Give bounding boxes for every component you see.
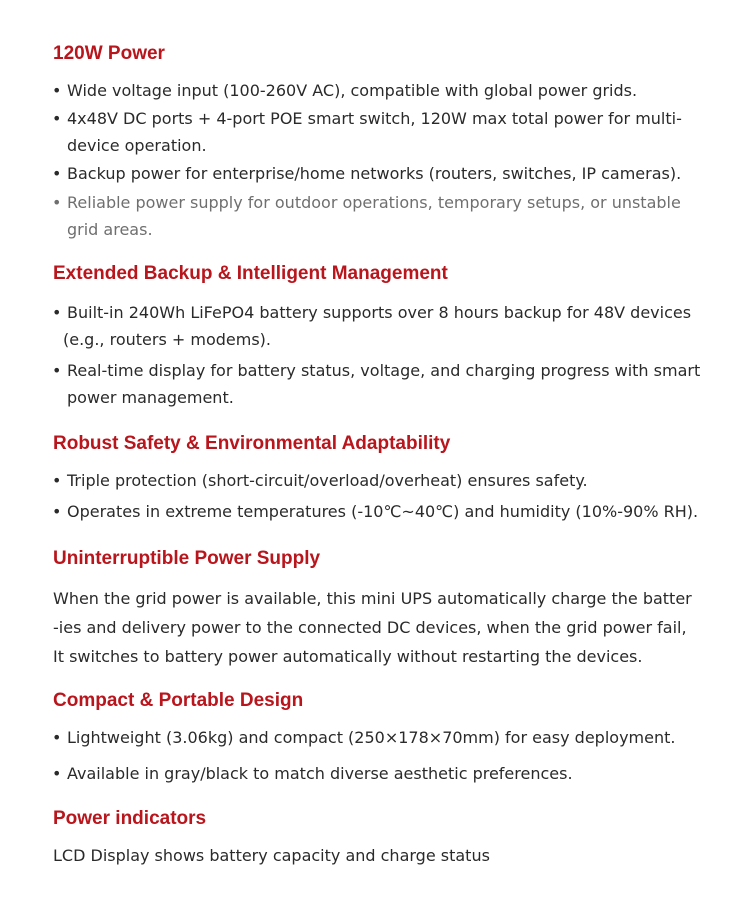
paragraph-line: It switches to battery power automatically without restarting the devices. bbox=[53, 647, 643, 666]
bullet-text: Triple protection (short-circuit/overload/overheat) ensures safety. bbox=[67, 471, 588, 490]
paragraph-line: When the grid power is available, this mini UPS automatically charge the batter bbox=[53, 589, 692, 608]
ups-description bbox=[53, 584, 723, 671]
bullet-dot: • bbox=[52, 502, 62, 521]
paragraph-line: LCD Display shows battery capacity and charge status bbox=[53, 846, 490, 865]
bullet-dot: • bbox=[52, 193, 62, 212]
bullet-text: 4x48V DC ports + 4-port POE smart switch, 120W max total power for multi- bbox=[67, 109, 682, 128]
section-heading-ups: Uninterruptible Power Supply bbox=[53, 548, 321, 569]
bullet-item bbox=[52, 160, 712, 187]
bullet-dot: • bbox=[52, 109, 62, 128]
bullet-text-continued: power management. bbox=[67, 388, 234, 407]
bullet-dot: • bbox=[52, 303, 62, 322]
section-heading-power: 120W Power bbox=[53, 43, 165, 64]
bullet-text: Backup power for enterprise/home networks (routers, switches, IP cameras). bbox=[67, 164, 682, 183]
bullet-text: Reliable power supply for outdoor operations, temporary setups, or unstable bbox=[67, 193, 681, 212]
bullet-item bbox=[52, 105, 712, 159]
bullet-text: Lightweight (3.06kg) and compact (250×178×70mm) for easy deployment. bbox=[67, 728, 676, 747]
bullet-text: Real-time display for battery status, voltage, and charging progress with smart bbox=[67, 361, 701, 380]
bullet-text: Wide voltage input (100-260V AC), compatible with global power grids. bbox=[67, 81, 638, 100]
bullet-dot: • bbox=[52, 728, 62, 747]
bullet-item bbox=[52, 299, 712, 353]
bullet-dot: • bbox=[52, 81, 62, 100]
bullet-item bbox=[52, 467, 712, 494]
section-heading-indicators: Power indicators bbox=[53, 808, 207, 829]
section-heading-backup: Extended Backup & Intelligent Management bbox=[53, 263, 448, 284]
bullet-item bbox=[52, 189, 712, 243]
bullet-dot: • bbox=[52, 471, 62, 490]
section-heading-safety: Robust Safety & Environmental Adaptability bbox=[53, 433, 451, 454]
bullet-item bbox=[52, 724, 712, 751]
bullet-item bbox=[52, 77, 712, 104]
bullet-text-continued: grid areas. bbox=[67, 220, 153, 239]
section-heading-design: Compact & Portable Design bbox=[53, 690, 304, 711]
bullet-dot: • bbox=[52, 764, 62, 783]
bullet-text: Available in gray/black to match diverse aesthetic preferences. bbox=[67, 764, 573, 783]
paragraph-line: -ies and delivery power to the connected DC devices, when the grid power fail, bbox=[53, 618, 687, 637]
bullet-item bbox=[52, 498, 712, 525]
bullet-item bbox=[52, 357, 712, 411]
bullet-text: Operates in extreme temperatures (-10℃~40℃) and humidity (10%-90% RH). bbox=[67, 502, 699, 521]
bullet-text: Built-in 240Wh LiFePO4 battery supports over 8 hours backup for 48V devices bbox=[67, 303, 692, 322]
bullet-dot: • bbox=[52, 164, 62, 183]
bullet-text-continued: device operation. bbox=[67, 136, 207, 155]
bullet-item bbox=[52, 760, 712, 787]
bullet-dot: • bbox=[52, 361, 62, 380]
bullet-text-continued: (e.g., routers + modems). bbox=[63, 330, 271, 349]
indicators-description bbox=[53, 841, 723, 870]
